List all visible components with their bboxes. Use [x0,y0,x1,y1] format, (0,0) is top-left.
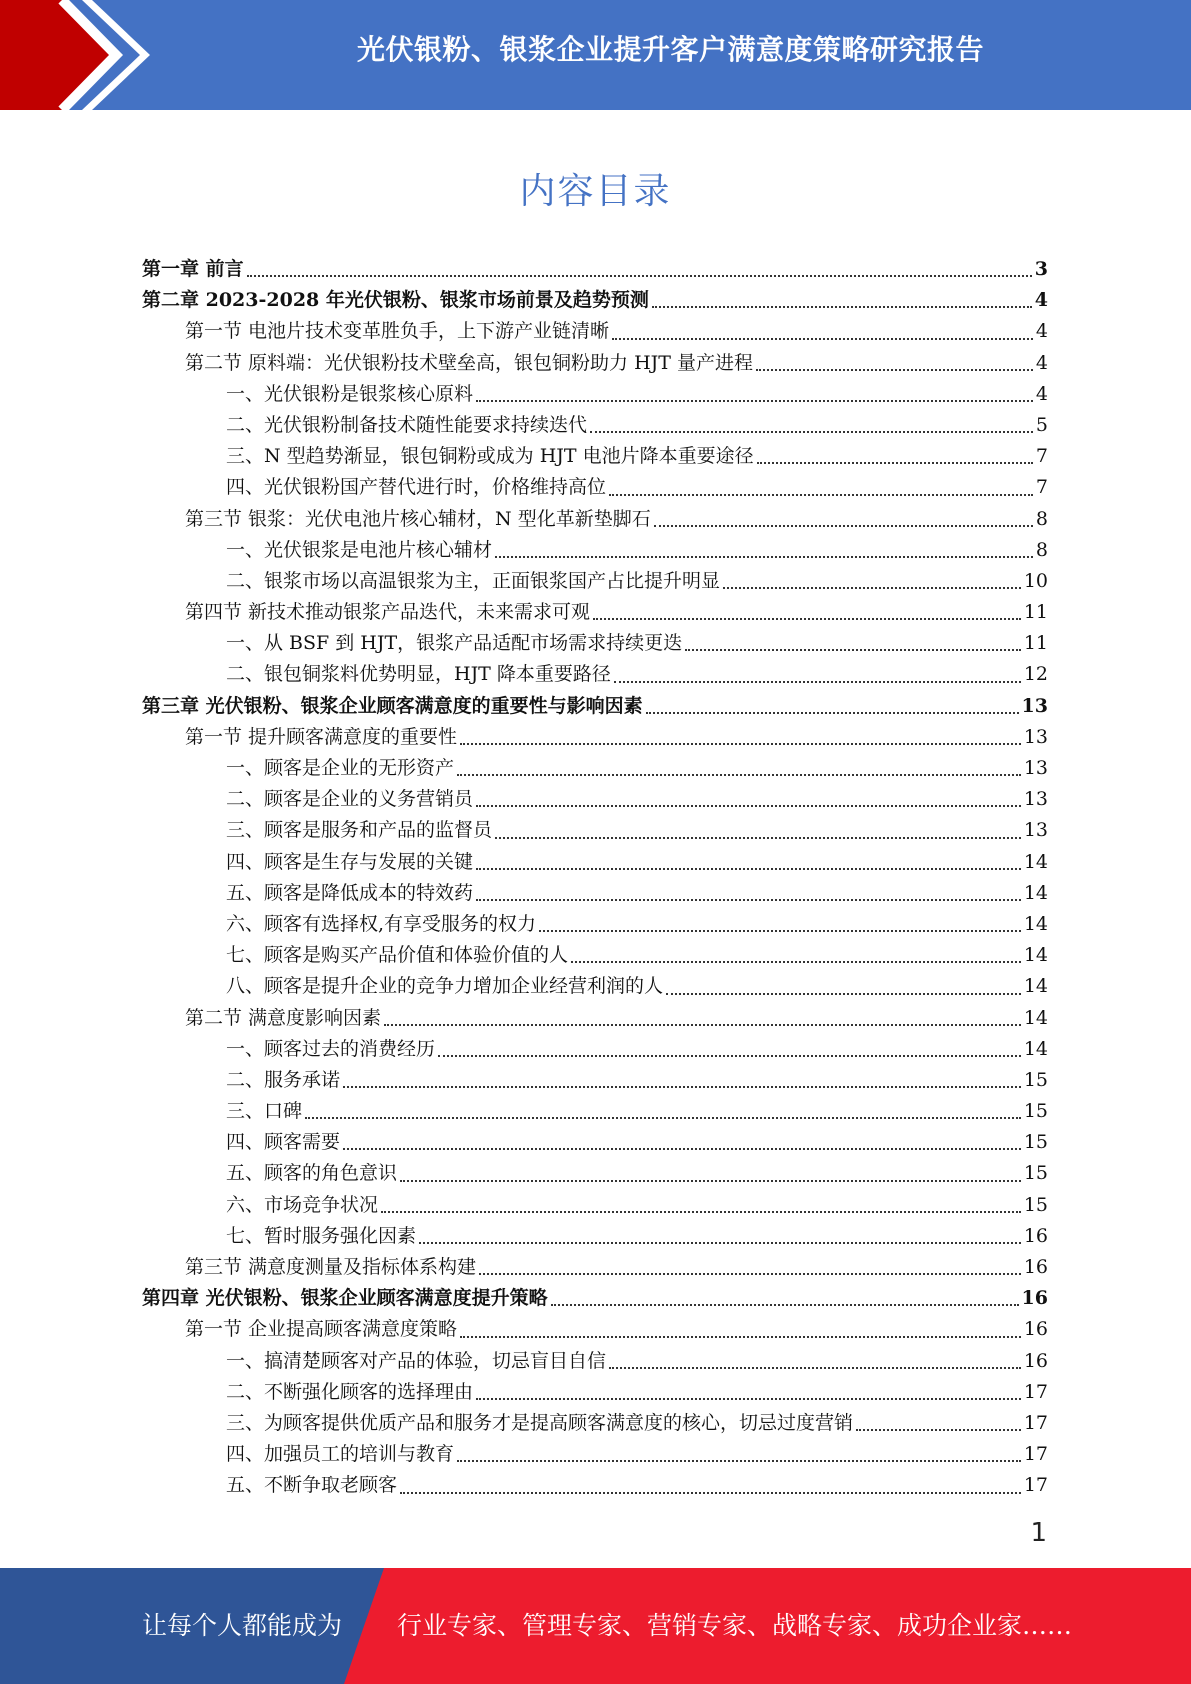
toc-entry[interactable] [142,379,1048,410]
toc-entry[interactable] [142,535,1048,566]
toc-dot-leader [305,1116,1021,1119]
toc-entry-page: 4 [1035,320,1048,343]
toc-entry-page: 13 [1023,757,1048,779]
toc-entry-text: 二、不断强化顾客的选择理由 [226,1380,474,1403]
toc-entry-text: 七、暂时服务强化因素 [226,1224,417,1247]
toc-entry[interactable] [142,1314,1048,1345]
toc-entry[interactable] [142,1127,1048,1158]
toc-entry-text: 第四章 光伏银粉、银浆企业顾客满意度提升策略 [142,1287,548,1310]
toc-entry-text: 第一章 前言 [142,258,244,280]
toc-entry-text: 第三节 满意度测量及指标体系构建 [185,1256,477,1278]
toc-entry[interactable] [142,1034,1048,1065]
toc-entry-text: 二、银浆市场以高温银浆为主，正面银浆国产占比提升明显 [226,569,721,592]
toc-entry-page: 15 [1023,1162,1048,1185]
toc-entry-text: 三、N 型趋势渐显，银包铜粉或成为 HJT 电池片降本重要途径 [226,445,754,468]
toc-entry-text: 七、顾客是购买产品价值和体验价值的人 [226,944,569,967]
toc-entry[interactable] [142,1346,1048,1377]
toc-entry[interactable] [142,1377,1048,1408]
toc-entry[interactable] [142,847,1048,878]
toc-dot-leader [457,1459,1021,1462]
toc-entry-page: 15 [1023,1100,1048,1123]
toc-entry-text: 三、顾客是服务和产品的监督员 [226,819,493,842]
toc-dot-leader [609,493,1033,496]
toc-dot-leader [612,337,1033,340]
toc-entry[interactable] [142,628,1048,659]
toc-entry-text: 二、银包铜浆料优势明显，HJT 降本重要路径 [226,663,611,686]
toc-entry-text: 第四节 新技术推动银浆产品迭代，未来需求可观 [185,601,591,624]
toc-entry-page: 14 [1023,975,1048,998]
toc-dot-leader [479,1272,1021,1275]
header-banner [0,0,1191,110]
toc-entry-page: 11 [1023,632,1048,655]
toc-entry-page: 14 [1023,881,1048,904]
toc-entry-page: 13 [1023,788,1048,811]
toc-entry-text: 一、顾客过去的消费经历 [226,1037,436,1060]
toc-entry-page: 14 [1023,1006,1048,1029]
toc-entry-text: 四、顾客需要 [226,1131,341,1154]
toc-entry[interactable] [142,1408,1048,1439]
toc-entry[interactable] [142,1003,1048,1034]
toc-entry-text: 一、光伏银浆是电池片核心辅材 [226,538,493,561]
toc-entry-text: 第一节 提升顾客满意度的重要性 [185,725,458,748]
toc-dot-leader [384,1023,1021,1026]
toc-entry-page: 15 [1023,1131,1048,1154]
toc-entry-text: 二、顾客是企业的义务营销员 [226,788,474,811]
toc-entry-text: 二、服务承诺 [226,1068,341,1091]
toc-entry-page: 15 [1023,1193,1048,1216]
toc-dot-leader [438,1054,1021,1057]
toc-entry-text: 五、顾客的角色意识 [226,1162,398,1185]
toc-entry[interactable] [142,504,1048,535]
toc-dot-leader [666,992,1021,995]
toc-dot-leader [856,1428,1021,1431]
toc-entry-text: 三、口碑 [226,1100,303,1123]
toc-entry-page: 7 [1035,445,1048,468]
toc-entry[interactable] [142,1470,1048,1501]
toc-entry[interactable] [142,1439,1048,1470]
footer-slogan-left: 让每个人都能成为 [142,1611,343,1640]
toc-entry[interactable] [142,472,1048,503]
toc-dot-leader [476,867,1021,870]
toc-entry-page: 17 [1023,1380,1048,1403]
toc-entry-page: 13 [1023,819,1048,842]
toc-entry[interactable] [142,1221,1048,1252]
toc-dot-leader [495,836,1021,839]
toc-entry-page: 16 [1021,1287,1048,1310]
toc-entry[interactable] [142,597,1048,628]
toc-entry-page: 13 [1023,725,1048,748]
toc-dot-leader [460,742,1021,745]
toc-entry-text: 第二节 原料端：光伏银粉技术壁垒高，银包铜粉助力 HJT 量产进程 [185,351,753,374]
toc-entry-text: 一、光伏银粉是银浆核心原料 [226,382,474,405]
toc-dot-leader [646,711,1019,714]
toc-dot-leader [476,898,1021,901]
toc-entry-text: 五、顾客是降低成本的特效药 [226,881,474,904]
toc-entry-text: 六、顾客有选择权,有享受服务的权力 [226,912,537,935]
toc-entry-page: 12 [1023,663,1048,686]
toc-entry-page: 14 [1023,850,1048,873]
footer-slogan-right: 行业专家、管理专家、营销专家、战略专家、成功企业家…… [397,1611,1073,1640]
toc-dot-leader [457,773,1021,776]
toc-entry-text: 一、从 BSF 到 HJT，银浆产品适配市场需求持续更迭 [226,632,683,655]
toc-dot-leader [590,430,1033,433]
toc-entry-text: 六、市场竞争状况 [226,1193,379,1216]
toc-entry-page: 4 [1034,289,1048,312]
toc-dot-leader [476,1397,1021,1400]
toc-entry[interactable] [142,1158,1048,1189]
toc-entry-page: 14 [1023,912,1048,935]
toc-entry-page: 16 [1023,1224,1048,1247]
toc-dot-leader [343,1085,1021,1088]
toc-entry-page: 16 [1023,1256,1048,1278]
toc-dot-leader [609,1366,1021,1369]
toc-dot-leader [757,461,1033,464]
table-of-contents [142,254,1048,1502]
toc-entry-text: 一、顾客是企业的无形资产 [226,757,455,779]
toc-entry-text: 第二节 满意度影响因素 [185,1006,382,1029]
toc-entry-text: 第一节 电池片技术变革胜负手，上下游产业链清晰 [185,320,610,343]
toc-dot-leader [756,368,1033,371]
toc-entry[interactable] [142,659,1048,690]
toc-entry-page: 16 [1023,1349,1048,1372]
toc-entry-page: 8 [1035,538,1048,561]
toc-dot-leader [593,617,1021,620]
toc-dot-leader [381,1210,1021,1213]
toc-entry[interactable] [142,1065,1048,1096]
toc-dot-leader [400,1179,1021,1182]
toc-entry-text: 一、搞清楚顾客对产品的体验，切忌盲目自信 [226,1349,607,1372]
page-number: 1 [1030,1518,1047,1548]
toc-dot-leader [654,524,1033,527]
toc-dot-leader [476,399,1033,402]
toc-entry-text: 四、光伏银粉国产替代进行时，价格维持高位 [226,476,607,499]
toc-entry[interactable] [142,566,1048,597]
toc-entry-text: 三、为顾客提供优质产品和服务才是提高顾客满意度的核心，切忌过度营销 [226,1411,854,1434]
toc-dot-leader [571,960,1021,963]
toc-entry[interactable] [142,441,1048,472]
toc-entry[interactable] [142,815,1048,846]
toc-entry[interactable] [142,940,1048,971]
toc-entry[interactable] [142,971,1048,1002]
toc-entry[interactable] [142,254,1048,285]
toc-dot-leader [419,1241,1021,1244]
toc-entry-text: 四、加强员工的培训与教育 [226,1443,455,1466]
toc-entry[interactable] [142,1190,1048,1221]
toc-dot-leader [685,648,1021,651]
toc-entry-page: 14 [1023,1037,1048,1060]
toc-entry[interactable] [142,1252,1048,1283]
toc-entry-text: 第三章 光伏银粉、银浆企业顾客满意度的重要性与影响因素 [142,694,643,717]
toc-dot-leader [460,1335,1021,1338]
toc-entry[interactable] [142,348,1048,379]
toc-entry-page: 17 [1023,1443,1048,1466]
toc-entry[interactable] [142,691,1048,722]
toc-entry-text: 四、顾客是生存与发展的关键 [226,850,474,873]
toc-title: 内容目录 [519,171,672,212]
toc-entry-page: 16 [1023,1318,1048,1341]
toc-dot-leader [723,586,1021,589]
toc-entry-page: 7 [1035,476,1048,499]
toc-entry[interactable] [142,316,1048,347]
toc-entry-text: 二、光伏银粉制备技术随性能要求持续迭代 [226,413,588,436]
toc-entry-page: 14 [1023,944,1048,967]
toc-entry[interactable] [142,753,1048,784]
toc-entry-page: 13 [1021,694,1048,717]
toc-dot-leader [400,1491,1021,1494]
toc-entry[interactable] [142,285,1048,316]
toc-entry-page: 17 [1023,1474,1048,1497]
toc-dot-leader [551,1303,1019,1306]
toc-dot-leader [343,1147,1021,1150]
toc-entry-page: 4 [1035,351,1048,374]
toc-entry-text: 五、不断争取老顾客 [226,1474,398,1497]
toc-entry-page: 15 [1023,1068,1048,1091]
toc-entry-text: 第三节 银浆：光伏电池片核心辅材，N 型化革新垫脚石 [185,507,651,530]
report-title: 光伏银粉、银浆企业提升客户满意度策略研究报告 [356,33,984,66]
toc-entry[interactable] [142,1283,1048,1314]
toc-entry-page: 8 [1035,507,1048,530]
toc-entry-text: 八、顾客是提升企业的竞争力增加企业经营利润的人 [226,975,664,998]
toc-dot-leader [247,274,1032,277]
toc-dot-leader [495,555,1033,558]
toc-dot-leader [539,929,1021,932]
toc-entry[interactable] [142,722,1048,753]
toc-entry[interactable] [142,1096,1048,1127]
toc-entry-page: 10 [1023,569,1048,592]
toc-entry[interactable] [142,784,1048,815]
toc-entry[interactable] [142,878,1048,909]
toc-entry[interactable] [142,410,1048,441]
toc-dot-leader [614,680,1021,683]
toc-entry-text: 第二章 2023-2028 年光伏银粉、银浆市场前景及趋势预测 [142,289,649,312]
toc-entry-page: 17 [1023,1411,1048,1434]
toc-dot-leader [652,305,1032,308]
toc-entry-page: 5 [1035,413,1048,436]
toc-entry-page: 4 [1035,382,1048,405]
footer-banner [0,1568,1191,1684]
toc-entry-page: 11 [1023,601,1048,624]
toc-entry-page: 3 [1034,258,1048,280]
toc-dot-leader [476,804,1021,807]
toc-entry-text: 第一节 企业提高顾客满意度策略 [185,1318,458,1341]
toc-entry[interactable] [142,909,1048,940]
